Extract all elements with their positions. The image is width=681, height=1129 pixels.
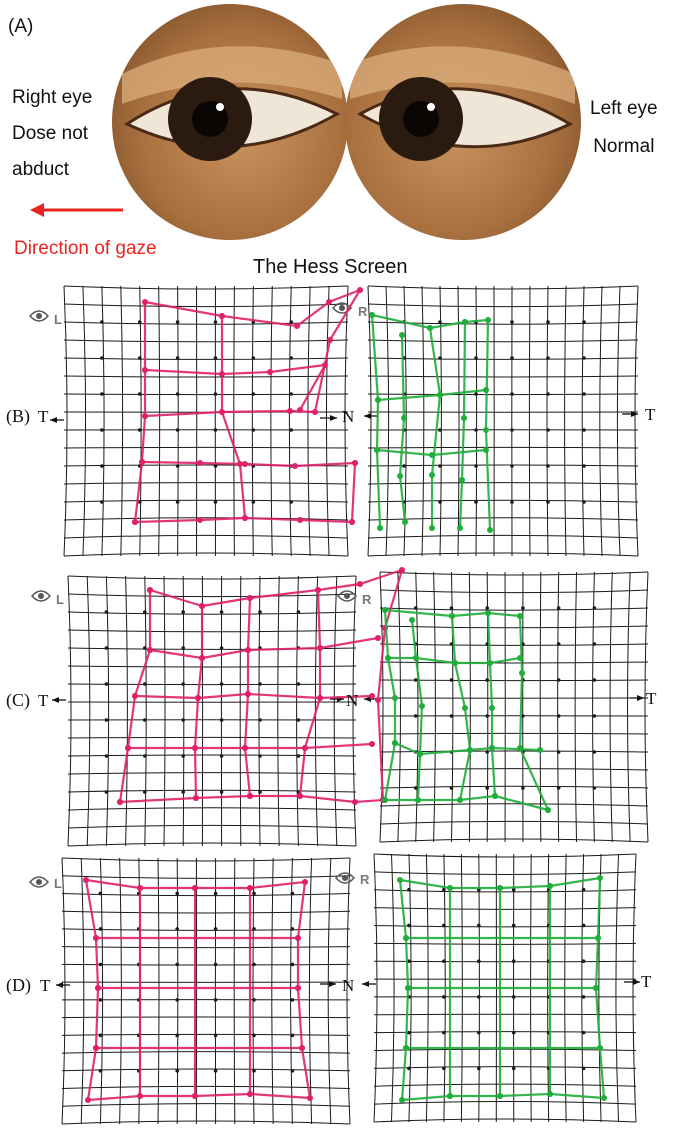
right-plot-column-point xyxy=(462,319,468,325)
left-plot-column-point xyxy=(247,885,253,891)
left-plot-outer-point xyxy=(399,567,405,573)
eye-icon-pupil xyxy=(36,313,42,319)
panel-d-label: (D) xyxy=(6,975,31,995)
right-plot-column-point xyxy=(429,525,435,531)
nasal-label: N xyxy=(342,976,355,995)
plot-overlay-d xyxy=(0,848,681,1128)
right-plot-row-point xyxy=(457,797,463,803)
left-plot-column-point xyxy=(237,461,243,467)
right-plot-outer-point xyxy=(483,427,489,433)
right-plot-column-point xyxy=(547,883,553,889)
right-plot-column-point xyxy=(459,477,465,483)
left-plot-column-point xyxy=(137,885,143,891)
panel-b-label: (B) xyxy=(6,406,30,426)
eye-icon xyxy=(32,591,50,601)
eye-icon xyxy=(30,311,48,321)
left-eye-caption-line: Normal xyxy=(593,136,655,157)
left-plot-row-point xyxy=(142,367,148,373)
right-plot-column-point xyxy=(447,885,453,891)
right-plot-outer-point xyxy=(517,613,523,619)
right-plot-row-point xyxy=(374,447,380,453)
right-plot-outer-point xyxy=(601,1095,607,1101)
right-plot-column-point xyxy=(369,312,375,318)
left-plot-column xyxy=(352,463,355,522)
left-plot-outer-point xyxy=(83,877,89,883)
left-plot-row-point xyxy=(317,645,323,651)
right-plot-outer-point xyxy=(519,670,525,676)
temporal-right-label: T xyxy=(646,689,657,708)
left-plot-column-point xyxy=(147,587,153,593)
left-plot-row xyxy=(145,365,325,410)
left-plot-row-point xyxy=(95,985,101,991)
nasal-label: N xyxy=(346,691,359,710)
left-plot-outer-point xyxy=(312,409,318,415)
right-plot-outer-point xyxy=(485,317,491,323)
left-plot-row-point xyxy=(369,693,375,699)
right-plot-row-point xyxy=(517,655,523,661)
right-plot-column xyxy=(460,322,465,528)
right-eye-drawing xyxy=(112,4,348,240)
panel-c-label: (C) xyxy=(6,690,30,710)
right-eye-caption-line: Dose not xyxy=(12,123,89,144)
left-plot-outer-point xyxy=(287,408,293,414)
left-eye-caption-line: Left eye xyxy=(590,98,658,119)
left-plot-row-point xyxy=(352,799,358,805)
right-plot-column-point xyxy=(392,695,398,701)
axis-arrow-head xyxy=(50,417,57,423)
right-plot-column-point xyxy=(547,1091,553,1097)
right-plot-column-point xyxy=(457,525,463,531)
eye-icon-pupil xyxy=(36,879,42,885)
left-plot-outer xyxy=(86,880,310,1100)
left-plot-column-point xyxy=(242,515,248,521)
panel-d xyxy=(0,848,681,1128)
right-plot-column xyxy=(430,328,440,528)
left-plot-row xyxy=(150,638,378,658)
left-plot-column-point xyxy=(137,1093,143,1099)
left-plot-column xyxy=(195,606,202,798)
right-plot-outer-point xyxy=(487,527,493,533)
left-eye-caption xyxy=(590,90,658,166)
right-plot-row-point xyxy=(483,447,489,453)
right-plot-row-point xyxy=(382,797,388,803)
left-plot-row-point xyxy=(295,985,301,991)
left-plot-row-point xyxy=(245,647,251,653)
left-plot-row-point xyxy=(299,1045,305,1051)
left-plot-outer xyxy=(145,290,360,416)
right-eye-caption xyxy=(12,80,92,188)
left-plot-row-point xyxy=(375,635,381,641)
left-plot-outer-point xyxy=(357,581,363,587)
left-plot-row-point xyxy=(317,695,323,701)
left-plot-row-point xyxy=(297,793,303,799)
right-plot-row-point xyxy=(487,660,493,666)
left-eye-drawing xyxy=(345,4,581,240)
left-plot-outer-point xyxy=(327,337,333,343)
left-plot-column-point xyxy=(349,519,355,525)
right-plot-column-point xyxy=(461,415,467,421)
right-plot-column-point xyxy=(401,415,407,421)
left-plot-row-point xyxy=(297,517,303,523)
plot-overlay-c xyxy=(0,568,681,848)
left-plot-row-point xyxy=(302,745,308,751)
left-plot-row-point xyxy=(93,1045,99,1051)
eye-marker-left: L xyxy=(56,592,64,607)
left-plot-column-point xyxy=(247,595,253,601)
right-plot-row-point xyxy=(415,797,421,803)
right-plot-column-point xyxy=(429,472,435,478)
eye-icon-pupil xyxy=(38,593,44,599)
right-eye-photo xyxy=(112,4,348,240)
axis-arrow-head xyxy=(633,979,640,985)
right-plot-row-point xyxy=(417,751,423,757)
left-plot-outer-point xyxy=(357,287,363,293)
right-plot-row-point xyxy=(437,392,443,398)
right-plot-column xyxy=(372,315,380,528)
right-plot-row-point xyxy=(405,985,411,991)
temporal-left-label: T xyxy=(38,691,49,710)
right-plot-column-point xyxy=(449,613,455,619)
temporal-right-label: T xyxy=(645,405,656,424)
eye-icon-pupil xyxy=(339,305,345,311)
right-plot-column-point xyxy=(399,332,405,338)
left-plot-segment-point xyxy=(142,413,148,419)
left-plot-row-point xyxy=(139,459,145,465)
right-plot-outer-point xyxy=(399,1097,405,1103)
left-plot-row xyxy=(128,744,372,748)
right-plot-row-point xyxy=(595,935,601,941)
left-plot-column-point xyxy=(315,587,321,593)
right-plot-column-point xyxy=(497,885,503,891)
hess-title: The Hess Screen xyxy=(253,256,408,278)
right-eye-caption-line: abduct xyxy=(12,159,70,180)
left-plot-row-point xyxy=(322,362,328,368)
right-plot-row-point xyxy=(375,397,381,403)
left-plot-row-point xyxy=(147,647,153,653)
axis-arrow-head xyxy=(56,982,63,988)
right-plot-column xyxy=(488,613,495,796)
right-plot-column-point xyxy=(377,525,383,531)
right-plot-row-point xyxy=(483,387,489,393)
left-plot-row-point xyxy=(197,517,203,523)
left-plot-outer-point xyxy=(307,1095,313,1101)
axis-arrow-head xyxy=(329,981,336,987)
temporal-left-label: T xyxy=(40,976,51,995)
left-plot-column-point xyxy=(192,1093,198,1099)
axis-arrow-head xyxy=(52,697,59,703)
left-plot-row-point xyxy=(125,745,131,751)
left-plot-row-point xyxy=(93,935,99,941)
left-plot-row-point xyxy=(192,745,198,751)
temporal-left-label: T xyxy=(38,407,49,426)
left-plot-row-point xyxy=(267,369,273,375)
right-plot-row-point xyxy=(452,660,458,666)
right-plot-row-point xyxy=(467,747,473,753)
left-plot-row-point xyxy=(245,691,251,697)
right-plot-row-point xyxy=(403,1045,409,1051)
eye-marker-right: R xyxy=(362,592,372,607)
left-plot-row xyxy=(142,462,355,466)
right-plot-column-point xyxy=(419,703,425,709)
eye-icon-pupil xyxy=(344,593,350,599)
panel-a-label: (A) xyxy=(8,16,34,37)
axis-arrow-head xyxy=(362,981,369,987)
left-plot-row-point xyxy=(199,655,205,661)
right-plot-outer-point xyxy=(597,875,603,881)
left-plot-row-point xyxy=(242,745,248,751)
eye-icon-pupil xyxy=(342,875,348,881)
left-plot-outer-point xyxy=(326,299,332,305)
panel-b xyxy=(0,280,681,560)
right-plot-column xyxy=(412,620,422,800)
right-plot-row-point xyxy=(429,452,435,458)
right-plot-row-point xyxy=(403,935,409,941)
left-plot-row-point xyxy=(247,793,253,799)
left-plot-outer-point xyxy=(302,879,308,885)
right-plot-column-point xyxy=(427,325,433,331)
left-plot-row-point xyxy=(297,407,303,413)
eye-marker-right: R xyxy=(358,304,368,319)
left-plot-outer-point xyxy=(375,697,381,703)
left-plot-row-point xyxy=(132,693,138,699)
left-plot-column-point xyxy=(219,313,225,319)
left-plot-column-point xyxy=(199,603,205,609)
left-plot-row-point xyxy=(292,463,298,469)
axis-arrow-head xyxy=(364,413,371,419)
gaze-label: Direction of gaze xyxy=(14,238,157,259)
left-plot-row-point xyxy=(117,799,123,805)
left-plot-column xyxy=(245,598,250,796)
left-plot-outer-point xyxy=(142,299,148,305)
eye-marker-left: L xyxy=(54,312,62,327)
right-plot-row-point xyxy=(489,745,495,751)
left-plot-outer-point xyxy=(294,323,300,329)
right-plot-row-point xyxy=(593,985,599,991)
right-plot-row-point xyxy=(537,747,543,753)
left-plot-row-point xyxy=(295,935,301,941)
right-plot-column-point xyxy=(409,617,415,623)
left-plot-outer-point xyxy=(85,1097,91,1103)
axis-arrow-head xyxy=(330,415,337,421)
right-plot-row xyxy=(385,796,548,810)
left-plot-row-point xyxy=(132,519,138,525)
right-plot-column xyxy=(385,610,395,800)
left-plot-column-point xyxy=(219,409,225,415)
left-plot-column-point xyxy=(247,1091,253,1097)
right-plot-row-point xyxy=(545,807,551,813)
eye-icon xyxy=(336,873,354,883)
left-plot-row-point xyxy=(193,795,199,801)
left-plot-row xyxy=(135,694,372,698)
left-plot-column-point xyxy=(352,460,358,466)
left-plot-segment xyxy=(135,416,145,522)
right-plot-column-point xyxy=(402,519,408,525)
nasal-label: N xyxy=(342,407,355,426)
right-plot-column xyxy=(400,335,405,522)
right-eye-caption-line: Right eye xyxy=(12,87,93,108)
right-plot-column-point xyxy=(497,1093,503,1099)
eye-icon xyxy=(338,591,356,601)
right-plot-row-point xyxy=(492,793,498,799)
right-plot-row xyxy=(378,390,486,400)
right-plot-column-point xyxy=(382,607,388,613)
right-plot-column-point xyxy=(397,473,403,479)
right-plot-column-point xyxy=(485,610,491,616)
right-plot-row-point xyxy=(392,740,398,746)
left-plot-row-point xyxy=(369,741,375,747)
left-plot-row-point xyxy=(195,695,201,701)
eye-icon xyxy=(30,877,48,887)
left-plot-column xyxy=(222,316,245,518)
right-plot-outer-point xyxy=(397,877,403,883)
plot-overlay-b xyxy=(0,280,681,560)
right-plot-row-point xyxy=(385,655,391,661)
left-plot-row-point xyxy=(197,460,203,466)
axis-arrow-head xyxy=(631,411,638,417)
left-plot-column xyxy=(300,590,320,796)
left-eye-photo xyxy=(345,4,581,240)
right-plot-column-point xyxy=(447,1093,453,1099)
eye-marker-right: R xyxy=(360,872,370,887)
axis-arrow-head xyxy=(637,695,644,701)
right-plot-column-point xyxy=(462,705,468,711)
temporal-right-label: T xyxy=(641,972,652,991)
right-plot-row-point xyxy=(413,655,419,661)
right-plot-row-point xyxy=(597,1045,603,1051)
right-plot-column-point xyxy=(489,705,495,711)
panel-c xyxy=(0,568,681,848)
left-plot-column-point xyxy=(192,885,198,891)
eye-marker-left: L xyxy=(54,876,62,891)
gaze-arrow-icon xyxy=(28,200,128,220)
